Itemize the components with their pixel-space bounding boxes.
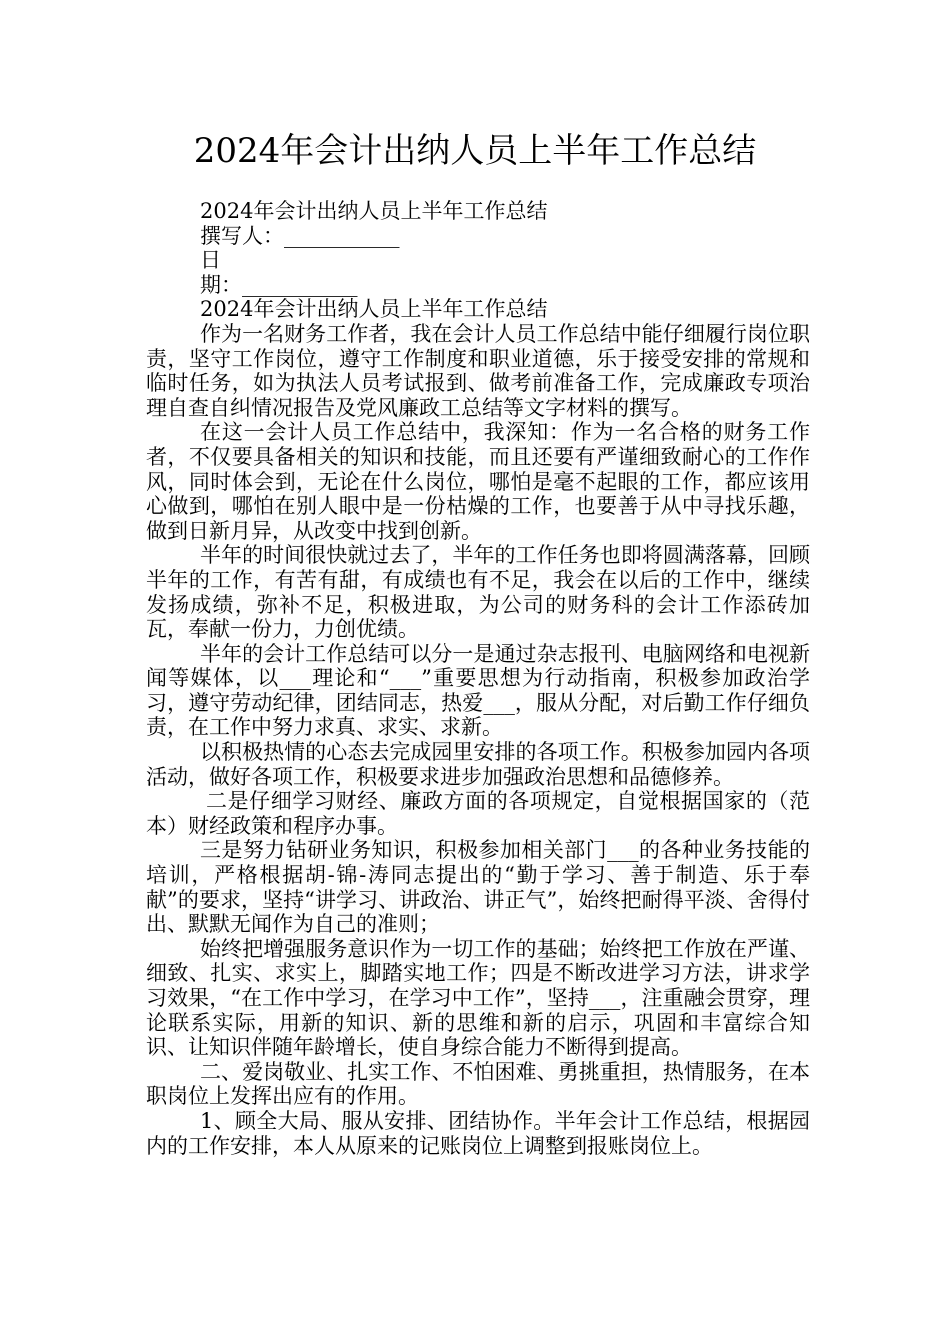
paragraph: 三是努力钻研业务知识，积极参加相关部门___的各种业务技能的培训，严格根据胡-锦-涛同志提出的“勤于学习、善于制造、乐于奉献”的要求，坚持“讲学习、讲政治、讲正气”，始终把耐得平淡、舍得付出、默默无闻作为自己的准则；	[146, 838, 810, 937]
document-subtitle: 2024年会计出纳人员上半年工作总结	[200, 199, 548, 223]
document-body	[146, 199, 810, 1158]
paragraph: 半年的会计工作总结可以分一是通过杂志报刊、电脑网络和电视新闻等媒体，以___理论和“___”重要思想为行动指南，积极参加政治学习，遵守劳动纪律，团结同志，热爱___，服从分配，对后勤工作仔细负责，在工作中努力求真、求实、求新。	[146, 641, 810, 740]
paragraph: 以积极热情的心态去完成园里安排的各项工作。积极参加园内各项活动，做好各项工作，积极要求进步加强政治思想和品德修养。	[146, 740, 810, 789]
paragraph: 半年的时间很快就过去了，半年的工作任务也即将圆满落幕，回顾半年的工作，有苦有甜，有成绩也有不足，我会在以后的工作中，继续发扬成绩，弥补不足，积极进取，为公司的财务科的会计工作添砖加瓦，奉献一份力，力创优绩。	[146, 543, 810, 642]
paragraph: 始终把增强服务意识作为一切工作的基础；始终把工作放在严谨、细致、扎实、求实上，脚踏实地工作；四是不断改进学习方法，讲求学习效果，“在工作中学习，在学习中工作”，坚持___，注重融会贯穿，理论联系实际，用新的知识、新的思维和新的启示，巩固和丰富综合知识、让知识伴随年龄增长，使自身综合能力不断得到提高。	[146, 936, 810, 1060]
paragraph: 在这一会计人员工作总结中，我深知：作为一名合格的财务工作者，不仅要具备相关的知识和技能，而且还要有严谨细致耐心的工作作风，同时体会到，无论在什么岗位，哪怕是毫不起眼的工作，都应该用心做到，哪怕在别人眼中是一份枯燥的工作，也要善于从中寻找乐趣，做到日新月异，从改变中找到创新。	[146, 420, 810, 543]
paragraph: 1、顾全大局、服从安排、团结协作。半年会计工作总结，根据园内的工作安排，本人从原来的记账岗位上调整到报账岗位上。	[146, 1108, 810, 1158]
section-heading: 2024年会计出纳人员上半年工作总结	[200, 297, 548, 322]
document-title: 2024年会计出纳人员上半年工作总结	[193, 131, 757, 171]
date-line-value: 期：___________	[200, 272, 358, 297]
paragraph: 二、爱岗敬业、扎实工作、不怕困难、勇挑重担，热情服务，在本职岗位上发挥出应有的作用。	[146, 1059, 810, 1109]
author-line: 撰写人：___________	[200, 223, 400, 248]
paragraph: 二是仔细学习财经、廉政方面的各项规定，自觉根据国家的（范本）财经政策和程序办事。	[146, 789, 810, 838]
date-line-label: 日	[200, 248, 221, 273]
paragraph: 作为一名财务工作者，我在会计人员工作总结中能仔细履行岗位职责，坚守工作岗位，遵守工作制度和职业道德，乐于接受安排的常规和临时任务，如为执法人员考试报到、做考前准备工作，完成廉政专项治理自查自纠情况报告及党风廉政工总结等文字材料的撰写。	[146, 321, 810, 420]
